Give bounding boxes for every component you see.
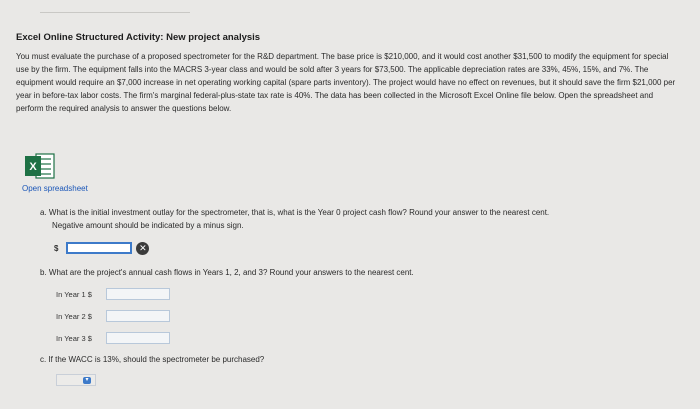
question-a-note: Negative amount should be indicated by a minus sign. (52, 221, 244, 230)
year1-label: In Year 1 $ (56, 289, 92, 299)
question-c-answer (56, 373, 96, 387)
year0-cash-flow-input[interactable] (66, 242, 132, 254)
year3-row (56, 331, 170, 345)
svg-text:X: X (29, 161, 37, 173)
excel-icon[interactable] (24, 152, 56, 180)
question-b-text: b. What are the project's annual cash flows in Years 1, 2, and 3? Round your answers to the nearest cent. (40, 268, 414, 277)
currency-symbol: $ (54, 243, 59, 253)
open-spreadsheet-link[interactable]: Open spreadsheet (22, 184, 88, 193)
year1-cash-flow-input[interactable] (106, 288, 170, 300)
problem-description: You must evaluate the purchase of a proposed spectrometer for the R&D department. The base price is $210,000, and it would cost another $31,500 to modify the equipment for special use by the firm. The equipment falls into the MACRS 3-year class and would be sold after 3 years for $73,500. The applicable depreciation rates are 33%, 45%, 15%, and 7%. The equipment would require an $7,000 increase in net operating working capital (spare parts inventory). The project would have no effect on revenues, but it should save the firm $21,000 per year in before-tax labor costs. The firm's marginal federal-plus-state tax rate is 40%. The data has been collected in the Microsoft Excel Online file below. Open the spreadsheet and perform the required analysis to answer the questions below. (16, 52, 676, 113)
question-a-answer (54, 241, 149, 255)
question-a (40, 206, 680, 232)
purchase-decision-select[interactable] (56, 374, 96, 386)
year3-label: In Year 3 $ (56, 333, 92, 343)
x-circle-icon: ✕ (136, 242, 149, 255)
year2-label: In Year 2 $ (56, 311, 92, 321)
year1-row (56, 287, 170, 301)
year3-cash-flow-input[interactable] (106, 332, 170, 344)
top-divider (40, 12, 190, 13)
question-a-text: a. What is the initial investment outlay for the spectrometer, that is, what is the Year 0 project cash flow? Round your answer to the nearest cent. (40, 208, 550, 217)
dropdown-icon: ▾ (83, 377, 91, 384)
year2-cash-flow-input[interactable] (106, 310, 170, 322)
year2-row (56, 309, 170, 323)
page-title: Excel Online Structured Activity: New project analysis (16, 32, 261, 43)
question-c-text: c. If the WACC is 13%, should the spectrometer be purchased? (40, 355, 265, 364)
